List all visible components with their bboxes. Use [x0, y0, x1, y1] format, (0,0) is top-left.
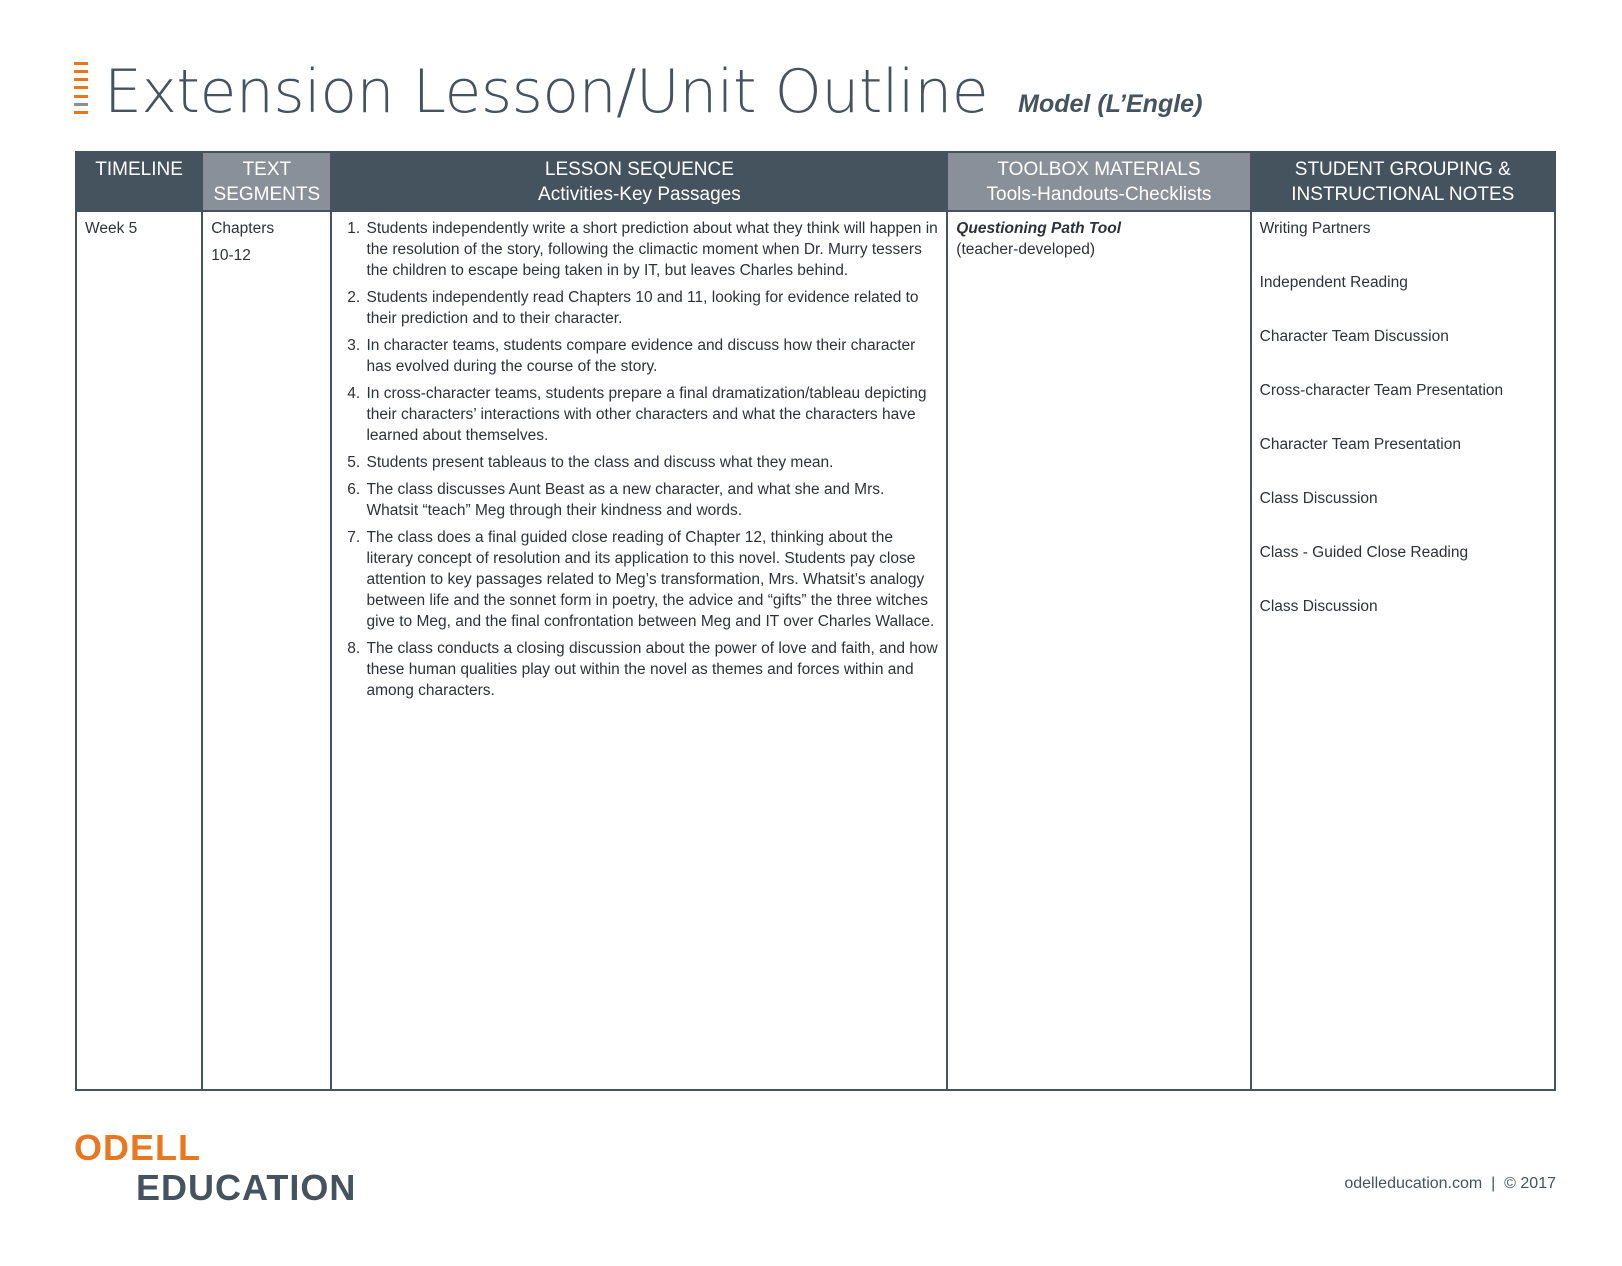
grouping-note: Character Team Presentation: [1259, 436, 1461, 453]
footer-site-copyright: odelleducation.com | © 2017: [1344, 1175, 1556, 1192]
grouping-note: Writing Partners: [1259, 220, 1371, 237]
text-segments-cell: [202, 211, 331, 1090]
timeline-value: Week 5: [85, 220, 138, 237]
lesson-steps-list: [340, 218, 938, 701]
lesson-step: 8. The class conducts a closing discussion about the power of love and faith, and how these human qualities play out within the novel as themes and forces within and among characters.: [364, 638, 938, 701]
grouping-note: Class Discussion: [1259, 598, 1378, 615]
lesson-step: 1. Students independently write a short prediction about what they think will happen in the resolution of the story, following the climactic moment when Dr. Murry tessers the children to escape being taken in by IT, but leaves Charles behind.: [364, 218, 938, 281]
table-header-row: [76, 152, 1555, 211]
column-header-timeline: TIMELINE: [76, 152, 202, 211]
table-row: [76, 211, 1555, 1090]
grouping-note: Character Team Discussion: [1259, 328, 1449, 345]
odell-education-logo: [74, 1128, 356, 1208]
grouping-note: Independent Reading: [1259, 274, 1408, 291]
tool-name: Questioning Path Tool: [956, 220, 1122, 237]
tool-note: (teacher-developed): [956, 241, 1096, 258]
grouping-note: Cross-character Team Presentation: [1259, 382, 1504, 399]
segment-line: Chapters: [211, 220, 275, 237]
column-header-lesson-sequence: LESSON SEQUENCE Activities-Key Passages: [331, 152, 947, 211]
grouping-note: Class - Guided Close Reading: [1259, 544, 1469, 561]
logo-line-1: ODELL: [74, 1127, 201, 1168]
segment-line: 10-12: [211, 247, 251, 264]
lesson-sequence-cell: [331, 211, 947, 1090]
title-accent-mark: [74, 62, 88, 114]
lesson-step: 3. In character teams, students compare evidence and discuss how their character has evolved during the course of the story.: [364, 335, 938, 377]
page-header: [74, 57, 1203, 127]
grouping-notes-list: [1260, 218, 1546, 650]
lesson-step: 7. The class does a final guided close reading of Chapter 12, thinking about the literary concept of resolution and its application to this novel. Students pay close attention to key passages related to Meg’s transformation, Mrs. Whatsit’s analogy between life and the sonnet form in poetry, the advice and “gifts” the three witches give to Meg, and the final confrontation between Meg and IT over Charles Wallace.: [364, 527, 938, 632]
toolbox-materials-cell: [947, 211, 1250, 1090]
column-header-text-segments: TEXT SEGMENTS: [202, 152, 331, 211]
lesson-step: 6. The class discusses Aunt Beast as a new character, and what she and Mrs. Whatsit “teach” Meg through their kindness and words.: [364, 479, 938, 521]
lesson-step: 5. Students present tableaus to the class and discuss what they mean.: [364, 452, 938, 473]
grouping-note: Class Discussion: [1259, 490, 1378, 507]
column-header-toolbox-materials: TOOLBOX MATERIALS Tools-Handouts-Checklists: [947, 152, 1250, 211]
lesson-step: 4. In cross-character teams, students prepare a final dramatization/tableau depicting their characters’ interactions with other characters and what the characters have learned about themselves.: [364, 383, 938, 446]
lesson-outline-table: [75, 151, 1556, 1091]
timeline-cell: [76, 211, 202, 1090]
logo-line-2: EDUCATION: [136, 1167, 357, 1208]
page-title: Extension Lesson/Unit Outline: [104, 57, 989, 127]
page-subtitle: Model (L’Engle): [1018, 90, 1203, 118]
lesson-step: 2. Students independently read Chapters 10 and 11, looking for evidence related to their prediction and to their character.: [364, 287, 938, 329]
student-grouping-cell: [1251, 211, 1555, 1090]
column-header-student-grouping: STUDENT GROUPING & INSTRUCTIONAL NOTES: [1251, 152, 1555, 211]
